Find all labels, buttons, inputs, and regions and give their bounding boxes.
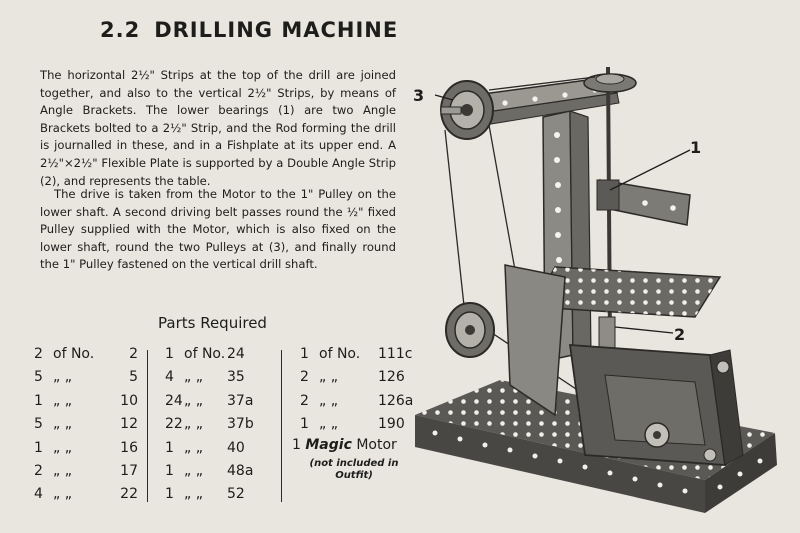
section-heading: DRILLING MACHINE bbox=[154, 18, 399, 42]
part-number: 5 bbox=[129, 369, 138, 386]
callout-2: 2 bbox=[674, 325, 686, 344]
drill-pulley bbox=[584, 74, 636, 92]
parts-row bbox=[165, 366, 277, 389]
parts-row bbox=[300, 343, 413, 366]
part-qty: 1 bbox=[165, 486, 174, 503]
part-label: „ „ bbox=[53, 392, 72, 409]
part-label: „ „ bbox=[53, 462, 72, 479]
part-label: „ „ bbox=[53, 439, 72, 456]
part-label: „ „ bbox=[53, 369, 72, 386]
part-number: 37b bbox=[227, 416, 254, 433]
part-number: 48a bbox=[227, 462, 254, 479]
part-label: „ „ bbox=[184, 486, 203, 503]
parts-column-1 bbox=[34, 343, 138, 507]
part-qty: 1 bbox=[165, 346, 174, 362]
part-number: 40 bbox=[227, 439, 245, 456]
part-label: „ „ bbox=[319, 369, 338, 386]
parts-row bbox=[34, 343, 138, 366]
part-number: 16 bbox=[120, 439, 138, 456]
part-label: „ „ bbox=[53, 486, 72, 503]
part-label: „ „ bbox=[184, 439, 203, 456]
part-label: „ „ bbox=[184, 462, 203, 479]
part-label: of No. bbox=[319, 346, 361, 362]
parts-heading: Parts Required bbox=[158, 314, 267, 332]
instructions-paragraph-2: The drive is taken from the Motor to the 1" Pulley on the lower shaft. A second driving belt passes round the ½" fixed Pulley supplied with the Motor, which is also fixed on the lower shaft, round the two Pulleys at (3), and finally round the 1" Pulley fastened on the vertical drill shaft. bbox=[40, 187, 396, 272]
part-label: of No. bbox=[53, 346, 95, 362]
column-divider bbox=[281, 350, 282, 502]
part-qty: 1 bbox=[300, 416, 309, 433]
part-label: „ „ bbox=[184, 369, 203, 386]
instructions-paragraph-1: The horizontal 2½" Strips at the top of the drill are joined together, and also to the vertical 2½" Strips, by means of Angle Brackets. The lower bearings (1) are two Angle Brackets bolted to a 2½" Strip, and the Rod forming the drill is journalled in these, and in a Fishplate at its upper end. A 2½"×2½" Flexible Plate is supported by a Double Angle Strip (2), and represents the table. bbox=[40, 68, 396, 188]
part-qty: 2 bbox=[34, 346, 43, 362]
parts-row bbox=[165, 413, 277, 436]
part-qty: 5 bbox=[34, 369, 43, 386]
lower-pulley bbox=[446, 303, 494, 357]
parts-row bbox=[300, 390, 414, 413]
parts-row bbox=[300, 413, 410, 436]
parts-row bbox=[34, 437, 138, 460]
parts-row bbox=[34, 483, 138, 506]
motor bbox=[570, 345, 743, 465]
part-number: 126 bbox=[378, 369, 405, 386]
parts-row bbox=[34, 366, 138, 389]
motor-note: (not included in Outfit) bbox=[309, 458, 399, 481]
part-number: 2 bbox=[129, 346, 138, 362]
part-number: 24 bbox=[227, 346, 245, 362]
part-qty: 1 bbox=[34, 392, 43, 409]
part-qty: 5 bbox=[34, 416, 43, 433]
part-label: „ „ bbox=[184, 392, 203, 409]
part-number: 111c bbox=[378, 346, 413, 362]
pulley-3 bbox=[441, 81, 493, 139]
part-qty: 1 bbox=[165, 439, 174, 456]
part-qty: 4 bbox=[34, 486, 43, 503]
part-qty: 24 bbox=[165, 392, 183, 409]
parts-row bbox=[34, 413, 138, 436]
column-divider bbox=[147, 350, 148, 502]
part-number: 52 bbox=[227, 486, 245, 503]
part-number: 22 bbox=[120, 486, 138, 503]
parts-row bbox=[165, 437, 277, 460]
part-qty: 22 bbox=[165, 416, 183, 433]
parts-row bbox=[165, 483, 277, 506]
parts-column-3 bbox=[300, 343, 414, 437]
part-qty: 1 bbox=[300, 346, 309, 362]
part-number: 35 bbox=[227, 369, 245, 386]
part-label: of No. bbox=[184, 346, 226, 362]
parts-row bbox=[300, 366, 410, 389]
part-qty: 2 bbox=[300, 369, 309, 386]
parts-row bbox=[165, 390, 277, 413]
callout-1: 1 bbox=[690, 138, 702, 157]
part-qty: 1 bbox=[165, 462, 174, 479]
motor-part-line bbox=[292, 437, 397, 453]
section-title bbox=[100, 18, 398, 42]
part-qty: 1 bbox=[34, 439, 43, 456]
part-number: 190 bbox=[378, 416, 405, 433]
parts-row bbox=[165, 343, 277, 366]
section-number: 2.2 bbox=[100, 18, 141, 42]
callout-3: 3 bbox=[413, 86, 425, 105]
motor-name-italic: Magic bbox=[305, 437, 352, 453]
drilling-machine-illustration bbox=[405, 55, 795, 525]
part-number: 12 bbox=[120, 416, 138, 433]
parts-row bbox=[34, 460, 138, 483]
part-number: 126a bbox=[378, 392, 414, 409]
part-number: 10 bbox=[120, 392, 138, 409]
part-qty: 4 bbox=[165, 369, 174, 386]
part-label: „ „ bbox=[319, 392, 338, 409]
motor-qty: 1 bbox=[292, 437, 301, 453]
part-qty: 2 bbox=[34, 462, 43, 479]
parts-row bbox=[165, 460, 277, 483]
part-number: 37a bbox=[227, 392, 254, 409]
part-qty: 2 bbox=[300, 392, 309, 409]
parts-column-2 bbox=[165, 343, 277, 507]
part-label: „ „ bbox=[319, 416, 338, 433]
part-label: „ „ bbox=[53, 416, 72, 433]
part-number: 17 bbox=[120, 462, 138, 479]
parts-row bbox=[34, 390, 138, 413]
part-label: „ „ bbox=[184, 416, 203, 433]
motor-name: Motor bbox=[356, 437, 397, 453]
